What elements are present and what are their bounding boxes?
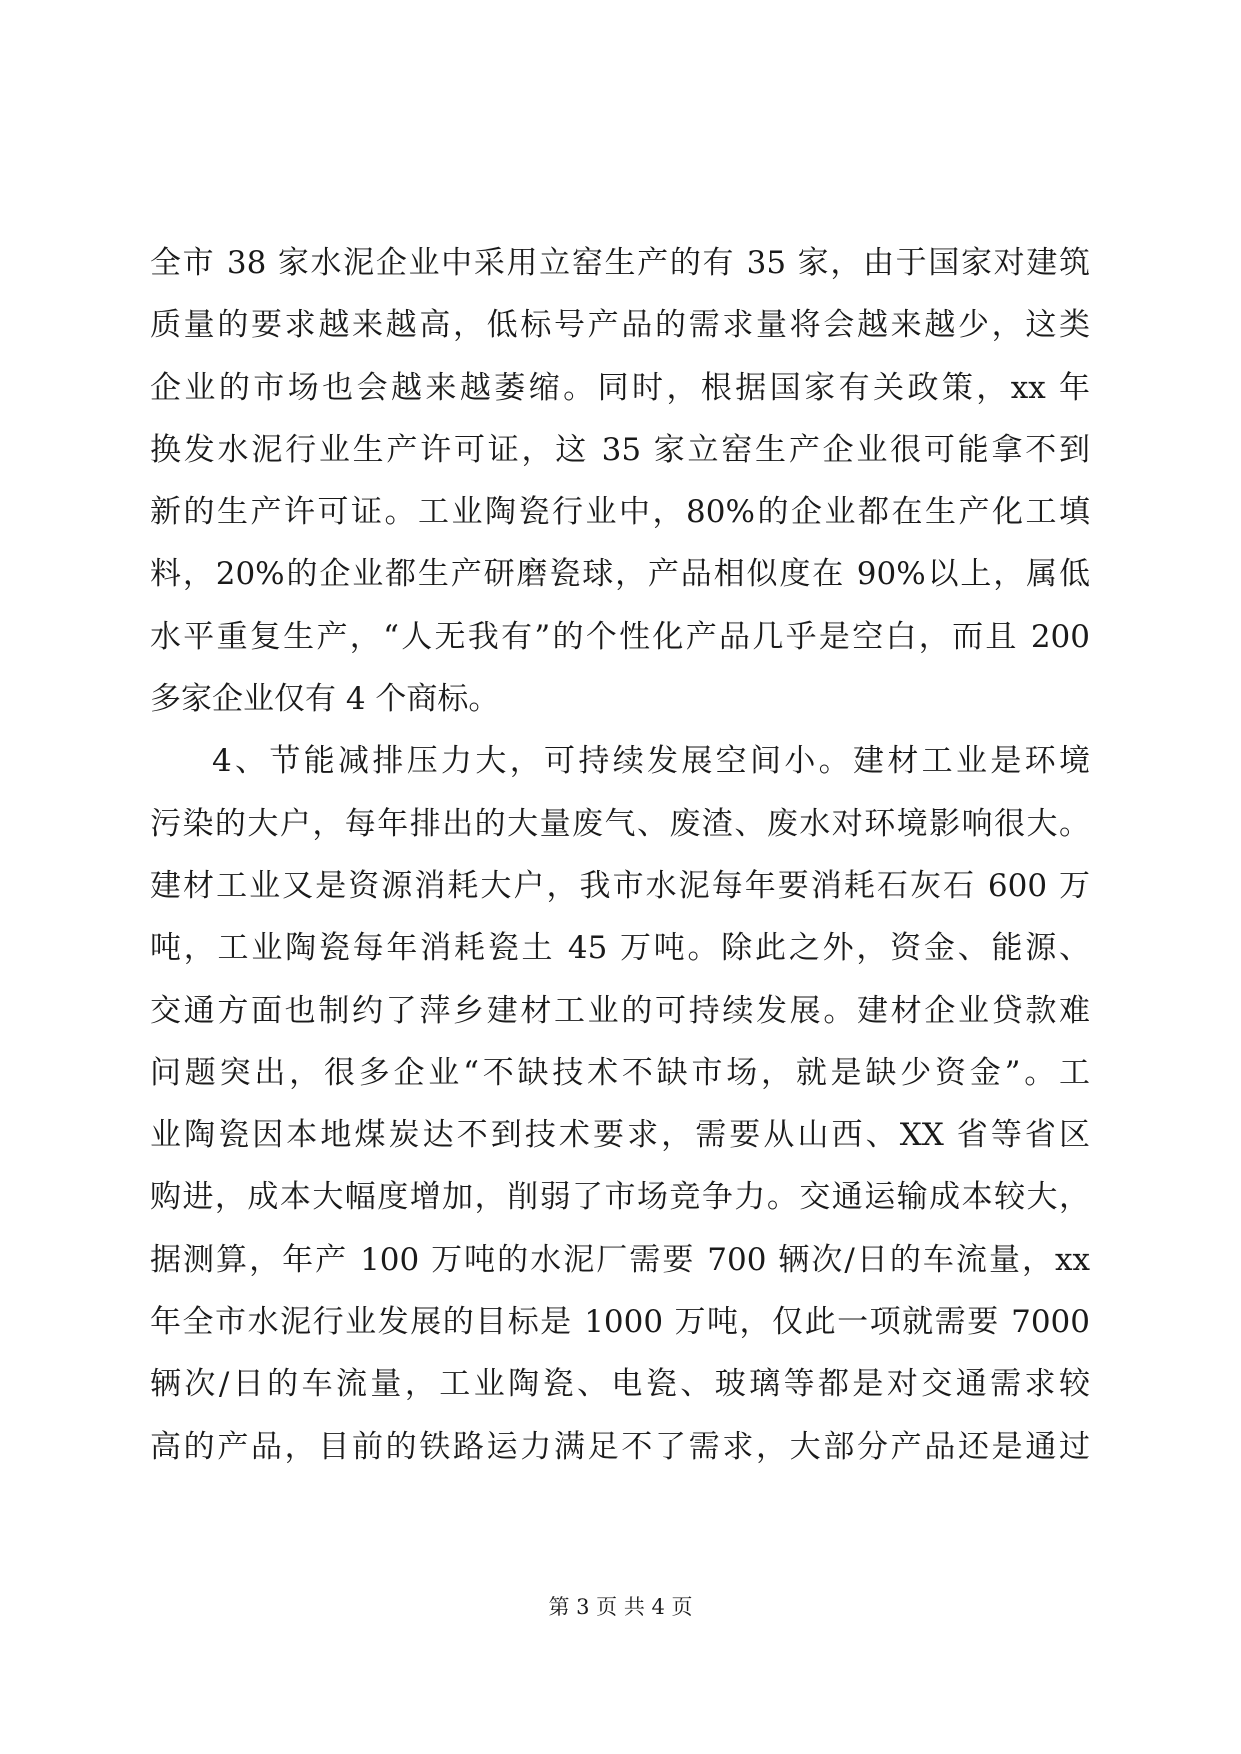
- text-line: 企业的市场也会越来越萎缩。同时，根据国家有关政策，xx 年: [150, 369, 1090, 406]
- text-line: 污染的大户，每年排出的大量废气、废渣、废水对环境影响很大。: [150, 805, 1090, 842]
- text-line: 换发水泥行业生产许可证，这 35 家立窑生产企业很可能拿不到: [150, 431, 1090, 468]
- text-line: 料，20%的企业都生产研磨瓷球，产品相似度在 90%以上，属低: [150, 556, 1090, 593]
- text-line: 全市 38 家水泥企业中采用立窑生产的有 35 家，由于国家对建筑: [150, 245, 1090, 281]
- text-line: 交通方面也制约了萍乡建材工业的可持续发展。建材企业贷款难: [150, 992, 1090, 1029]
- text-line: 业陶瓷因本地煤炭达不到技术要求，需要从山西、XX 省等省区: [150, 1117, 1090, 1154]
- text-line: 建材工业又是资源消耗大户，我市水泥每年要消耗石灰石 600 万: [150, 867, 1090, 904]
- text-line: 年全市水泥行业发展的目标是 1000 万吨，仅此一项就需要 7000: [150, 1304, 1090, 1341]
- text-line: 问题突出，很多企业“不缺技术不缺市场，就是缺少资金”。工: [150, 1054, 1090, 1091]
- text-line: 4、节能减排压力大，可持续发展空间小。建材工业是环境: [212, 743, 1090, 780]
- page-body: [150, 232, 1090, 1478]
- text-line: 据测算，年产 100 万吨的水泥厂需要 700 辆次/日的车流量，xx: [150, 1241, 1090, 1278]
- text-line: 水平重复生产，“人无我有”的个性化产品几乎是空白，而且 200: [150, 618, 1090, 655]
- page-number-footer: 第 3 页 共 4 页: [548, 1595, 693, 1619]
- text-line: 多家企业仅有 4 个商标。: [150, 681, 500, 718]
- text-line: 购进，成本大幅度增加，削弱了市场竞争力。交通运输成本较大，: [150, 1179, 1090, 1216]
- text-line: 辆次/日的车流量，工业陶瓷、电瓷、玻璃等都是对交通需求较: [150, 1366, 1090, 1403]
- paragraph-2: [150, 730, 1090, 1478]
- paragraph-1: [150, 232, 1090, 730]
- text-line: 新的生产许可证。工业陶瓷行业中，80%的企业都在生产化工填: [150, 494, 1090, 531]
- text-line: 高的产品，目前的铁路运力满足不了需求，大部分产品还是通过: [150, 1428, 1090, 1465]
- text-line: 吨，工业陶瓷每年消耗瓷土 45 万吨。除此之外，资金、能源、: [150, 930, 1090, 967]
- text-line: 质量的要求越来越高，低标号产品的需求量将会越来越少，这类: [150, 307, 1090, 344]
